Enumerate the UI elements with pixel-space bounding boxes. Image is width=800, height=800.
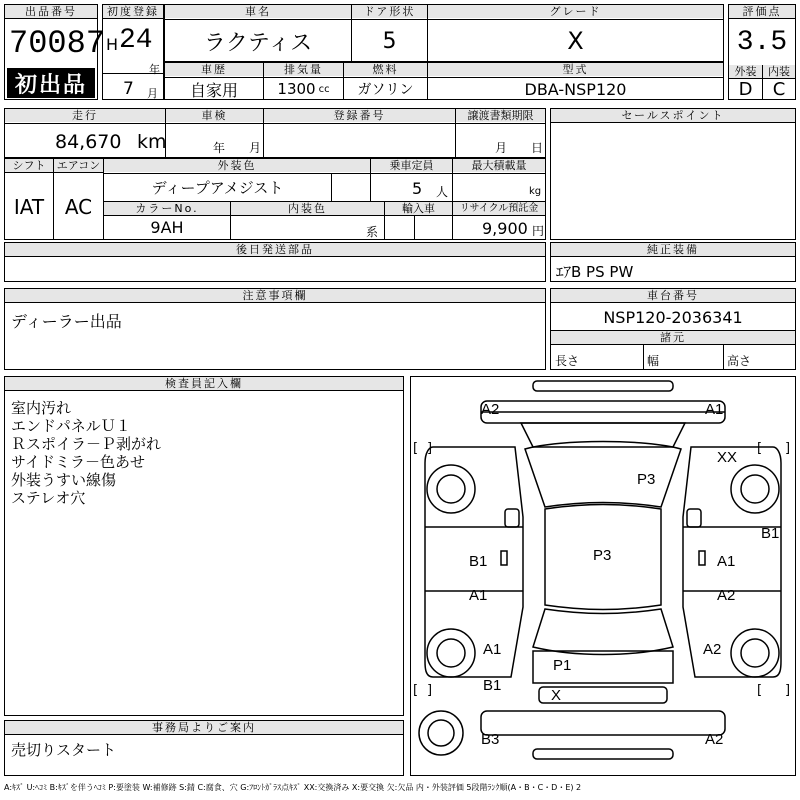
notes-box [4,288,546,370]
notes-value: ディーラー出品 [11,312,122,331]
grade-value: X [567,27,584,55]
shift-value: IAT [13,195,45,219]
inspection-label: 車検 [166,109,263,122]
history-label: 車歴 [165,63,263,76]
length-label: 長さ [555,354,580,368]
color-number-label: カラーNo. [104,202,230,215]
spec-row-box [4,158,546,240]
reg-month: 7 [123,79,134,99]
width-label: 幅 [647,354,660,368]
genuine-equipment-value: ｴｱB PS PW [556,263,634,281]
ext-value: D [738,78,753,100]
score-box [728,4,796,100]
color-number-value: 9AH [150,218,184,237]
damage-mark: A1 [717,553,736,570]
name-row-box [164,4,724,62]
bracket-right-1: ] [427,441,433,456]
damage-mark: X [551,687,562,704]
office-value: 売切りスタート [11,741,117,759]
inspector-line-2: エンドパネルＵ１ [11,417,131,435]
damage-diagram [410,376,796,776]
inspector-box [4,376,404,716]
lot-number: 70087 [9,25,106,62]
mileage-label: 走行 [5,109,165,122]
reg-era: H [106,35,119,54]
ext-color-value: ディープアメジスト [151,179,284,197]
legend: A:ｷｽﾞ U:ﾍｺﾐ B:ｷｽﾞを伴うﾍｺﾐ P:要塗装 W:補修跡 S:錆 C:腐食、穴 G:ﾌﾛﾝﾄｶﾞﾗｽ点ｷｽﾞ XX:交換済み X:要交換 欠:欠品 内・外装評価 5段階ﾗﾝｸ順(A・B・C・D・E) 2 [4,783,582,792]
office-box [4,720,404,776]
score-label: 評価点 [729,5,795,19]
inspector-line-6: ステレオ穴 [11,489,86,507]
damage-mark: A1 [705,401,724,418]
bracket-left-2: [ [757,441,763,456]
mileage-row-box [4,108,546,158]
damage-mark: A1 [483,641,502,658]
damage-mark: A2 [703,641,722,658]
office-label: 事務局よりご案内 [5,721,403,735]
damage-mark: B1 [761,525,780,542]
mileage-value: 84,670 [55,131,122,153]
bracket-left-4: [ [757,683,763,698]
notes-label: 注意事項欄 [5,289,545,303]
inspector-line-4: サイドミラ－色あせ [11,453,145,471]
registration-label: 初度登録 [103,5,163,19]
score-value: 3.5 [736,26,788,58]
int-color-label: 内装色 [231,202,384,215]
history-row-box [164,62,724,100]
bracket-right-2: ] [785,441,791,456]
chassis-value: NSP120-2036341 [603,307,743,327]
max-load-unit: kg [529,186,542,197]
sales-point-box [550,108,796,240]
import-label: 輸入車 [385,202,452,215]
damage-mark: B3 [481,731,500,748]
capacity-value: 5 [412,179,423,198]
later-parts-label: 後日発送部品 [5,243,545,257]
damage-mark: P3 [593,547,612,564]
later-parts-box [4,242,546,282]
chassis-box [550,288,796,370]
fuel-value: ガソリン [357,82,414,98]
capacity-unit: 人 [436,185,449,199]
genuine-equipment-box [550,242,796,282]
inspector-line-1: 室内汚れ [11,399,72,417]
displacement-value [264,78,343,100]
grade-label: グレード [428,5,723,18]
int-label: 内装 [763,65,795,79]
insp-year-unit: 年 [213,141,226,155]
height-label: 高さ [727,354,752,368]
displacement-unit: cc [318,83,330,95]
inspector-label: 検査員記入欄 [5,377,403,391]
name-value: ラクティス [203,30,313,56]
car-outline [411,377,795,775]
capacity-label: 乗車定員 [371,159,452,172]
recycle-label: リサイクル預託金 [453,202,545,215]
transfer-label: 譲渡書類期限 [456,109,545,122]
transfer-day-unit: 日 [531,141,544,155]
bracket-left-3: [ [413,683,419,698]
damage-mark: A2 [481,401,500,418]
bracket-left-1: [ [413,441,419,456]
damage-mark: A2 [705,731,724,748]
int-value: C [772,78,786,100]
first-listing-text: 初出品 [14,72,87,98]
aircon-label: エアコン [54,159,103,173]
spec-grid [104,159,545,239]
reg-year-unit: 年 [149,63,160,76]
ext-color-label: 外装色 [104,159,370,172]
regno-label: 登録番号 [264,109,455,122]
shift-label: シフト [5,159,53,173]
lot-number-label: 出品番号 [5,5,97,19]
bracket-right-4: ] [785,683,791,698]
lot-number-box [4,4,106,100]
recycle-unit: 円 [532,224,545,238]
reg-year: 24 [119,25,153,56]
int-color-unit: 系 [366,225,379,239]
insp-month-unit: 月 [249,141,262,155]
damage-mark: XX [717,449,738,466]
fuel-label: 燃料 [344,63,427,76]
sales-point-label: セールスポイント [551,109,795,123]
recycle-value: 9,900 [482,219,528,238]
damage-mark: A2 [717,587,736,604]
inspector-line-5: 外装うすい線傷 [11,471,117,489]
chassis-label: 車台番号 [551,289,795,303]
first-listing-badge [7,68,95,98]
inspector-line-3: Ｒスポイラ－Ｐ剥がれ [11,435,162,453]
dims-label: 諸元 [551,331,795,345]
mileage-unit: km [137,131,167,153]
registration-box [102,4,164,100]
genuine-equipment-label: 純正装備 [551,243,795,257]
model-value: DBA-NSP120 [524,79,627,99]
damage-mark: P3 [637,471,656,488]
displacement-number: 1300 [277,80,316,98]
history-value: 自家用 [189,80,238,100]
damage-mark: A1 [469,587,488,604]
model-label: 型式 [428,63,723,76]
ext-label: 外装 [729,65,762,79]
bracket-right-3: ] [427,683,433,698]
aircon-value: AC [64,195,93,219]
damage-mark: P1 [553,657,572,674]
displacement-label: 排気量 [264,63,343,76]
name-label: 車名 [165,5,351,18]
transfer-month-unit: 月 [495,141,508,155]
damage-mark: B1 [469,553,488,570]
door-value: 5 [382,28,397,54]
door-label: ドア形状 [352,5,427,18]
damage-mark: B1 [483,677,502,694]
reg-month-unit: 月 [147,87,158,100]
max-load-label: 最大積載量 [453,159,545,172]
